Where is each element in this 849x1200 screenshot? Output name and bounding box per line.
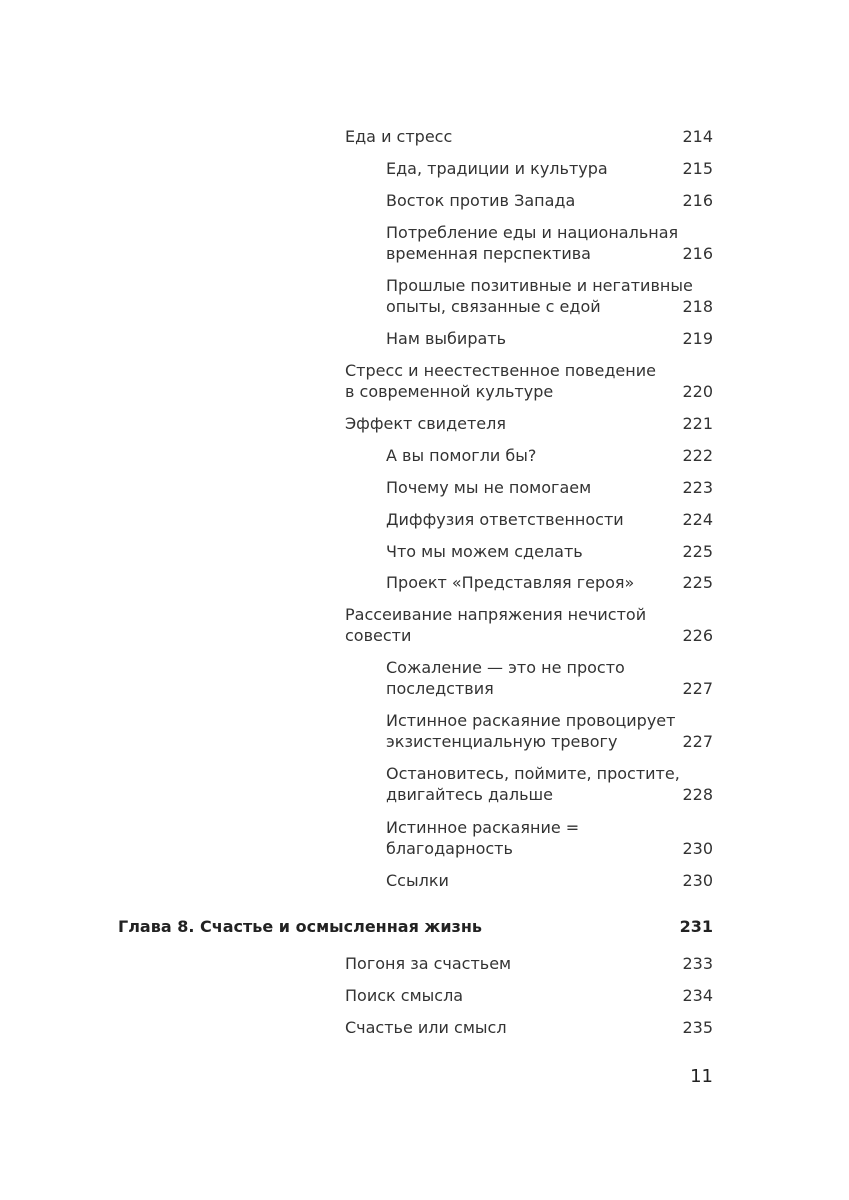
toc-entry-title: Эффект свидетеля <box>345 414 506 433</box>
toc-entry-title: Глава 8. Счастье и осмысленная жизнь <box>118 917 483 936</box>
toc-entry-title: Счастье или смысл <box>345 1018 507 1037</box>
toc-entry <box>345 413 713 434</box>
toc-entry-title: Нам выбирать <box>386 329 507 348</box>
toc-entry-page: 231 <box>679 917 713 936</box>
toc-entry-title: Поиск смысла <box>345 986 464 1005</box>
toc-entry <box>345 604 713 646</box>
toc-entry-page: 233 <box>682 954 713 973</box>
toc-entry-page: 234 <box>682 986 713 1005</box>
toc-entry <box>386 763 713 805</box>
toc-entry <box>386 710 713 752</box>
toc-entry-title: Остановитесь, поймите, простите, двигайтесь дальше <box>386 764 680 804</box>
toc-entry <box>345 360 713 402</box>
toc-entry-title: Восток против Запада <box>386 191 576 210</box>
toc-entry-page: 227 <box>682 679 713 698</box>
toc-entry <box>386 477 713 498</box>
toc-entry <box>345 126 713 147</box>
toc-entry-title: А вы помогли бы? <box>386 446 537 465</box>
toc-entry-page: 221 <box>682 414 713 433</box>
page-number: 11 <box>690 1066 713 1087</box>
toc-entry <box>386 158 713 179</box>
toc-entry-page: 228 <box>682 785 713 804</box>
toc-entry <box>345 1017 713 1038</box>
toc-entry <box>386 817 713 859</box>
toc-entry <box>386 445 713 466</box>
toc-entry <box>386 222 713 264</box>
toc-entry-page: 214 <box>682 127 713 146</box>
toc-entry-title: Истинное раскаяние = благодарность <box>386 818 580 858</box>
toc-entry-page: 226 <box>682 626 713 645</box>
toc-entry-page: 230 <box>682 839 713 858</box>
toc-entry <box>386 541 713 562</box>
toc-entry <box>386 328 713 349</box>
toc-entry-title: Потребление еды и национальная временная перспектива <box>386 223 679 263</box>
toc-entry-title: Сожаление — это не просто последствия <box>386 658 625 698</box>
toc-entry <box>345 953 713 974</box>
toc-entry-title: Истинное раскаяние провоцирует экзистенциальную тревогу <box>386 711 676 751</box>
toc-entry <box>386 190 713 211</box>
toc-entry <box>386 572 713 593</box>
toc-entry-title: Еда, традиции и культура <box>386 159 608 178</box>
toc-entry-title: Прошлые позитивные и негативные опыты, связанные с едой <box>386 276 693 316</box>
toc-entry-page: 219 <box>682 329 713 348</box>
toc-entry-title: Погоня за счастьем <box>345 954 512 973</box>
toc-entry-title: Диффузия ответственности <box>386 510 624 529</box>
toc-entry-page: 223 <box>682 478 713 497</box>
toc-entry-page: 235 <box>682 1018 713 1037</box>
toc-entry-page: 224 <box>682 510 713 529</box>
toc-entry-page: 227 <box>682 732 713 751</box>
toc-entry-title: Проект «Представляя героя» <box>386 573 635 592</box>
toc-chapter <box>118 916 713 937</box>
toc-entry <box>386 275 713 317</box>
toc-entry-title: Стресс и неестественное поведение в современной культуре <box>345 361 656 401</box>
toc-entry-title: Что мы можем сделать <box>386 542 583 561</box>
toc-entry <box>345 985 713 1006</box>
toc-entry-page: 225 <box>682 573 713 592</box>
toc-entry-title: Ссылки <box>386 871 449 890</box>
toc-entry-page: 215 <box>682 159 713 178</box>
toc-entry <box>386 509 713 530</box>
toc-entry-title: Почему мы не помогаем <box>386 478 592 497</box>
toc-entry <box>386 657 713 699</box>
toc-entry-page: 230 <box>682 871 713 890</box>
toc-entry-page: 216 <box>682 244 713 263</box>
toc-entry-title: Еда и стресс <box>345 127 453 146</box>
toc-entry-page: 220 <box>682 382 713 401</box>
toc-entry <box>386 870 713 891</box>
toc-entry-page: 218 <box>682 297 713 316</box>
toc-entry-page: 225 <box>682 542 713 561</box>
toc-entry-page: 216 <box>682 191 713 210</box>
toc-entry-page: 222 <box>682 446 713 465</box>
toc-entry-title: Рассеивание напряжения нечистой совести <box>345 605 647 645</box>
